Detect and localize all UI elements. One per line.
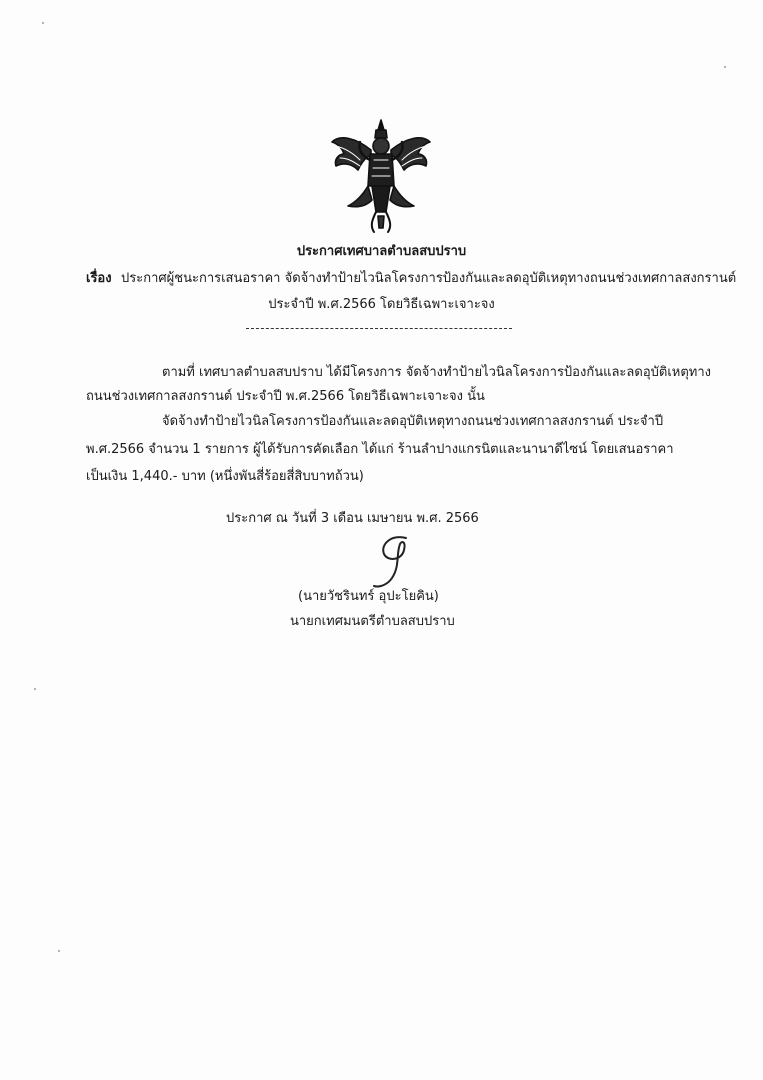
dashed-divider (246, 328, 512, 329)
scan-speck (42, 22, 44, 24)
subject-text-line2: ประจำปี พ.ศ.2566 โดยวิธีเฉพาะเจาะจง (268, 297, 495, 312)
body-line: เป็นเงิน 1,440.- บาท (หนึ่งพันสี่ร้อยสี่สิบบาทถ้วน) (86, 469, 364, 484)
announcement-heading: ประกาศเทศบาลตำบลสบปราบ (296, 244, 467, 259)
handwritten-signature-icon (362, 530, 422, 592)
body-line: พ.ศ.2566 จำนวน 1 รายการ ผู้ได้รับการคัดเลือก ได้แก่ ร้านลำปางแกรนิตและนานาดีไซน์ โดยเสนอราคา (86, 442, 674, 457)
garuda-emblem-icon (326, 116, 436, 234)
body-line: ถนนช่วงเทศกาลสงกรานต์ ประจำปี พ.ศ.2566 โดยวิธีเฉพาะเจาะจง นั้น (86, 389, 485, 404)
announcement-date: ประกาศ ณ วันที่ 3 เดือน เมษายน พ.ศ. 2566 (226, 511, 479, 526)
body-line: ตามที่ เทศบาลตำบลสบปราบ ได้มีโครงการ จัดจ้างทำป้ายไวนิลโครงการป้องกันและลดอุบัติเหตุทาง (162, 365, 711, 380)
signer-name: (นายวัชรินทร์ อุปะโยคิน) (298, 589, 439, 604)
body-line: จัดจ้างทำป้ายไวนิลโครงการป้องกันและลดอุบัติเหตุทางถนนช่วงเทศกาลสงกรานต์ ประจำปี (162, 414, 664, 429)
signer-title: นายกเทศมนตรีตำบลสบปราบ (290, 614, 455, 629)
scan-speck (724, 66, 726, 68)
subject-label: เรื่อง (86, 271, 112, 286)
scan-speck (34, 688, 36, 690)
subject-text-line1: ประกาศผู้ชนะการเสนอราคา จัดจ้างทำป้ายไวนิลโครงการป้องกันและลดอุบัติเหตุทางถนนช่วงเทศกาลสงกรานต์ (121, 271, 737, 286)
scan-speck (58, 950, 60, 952)
